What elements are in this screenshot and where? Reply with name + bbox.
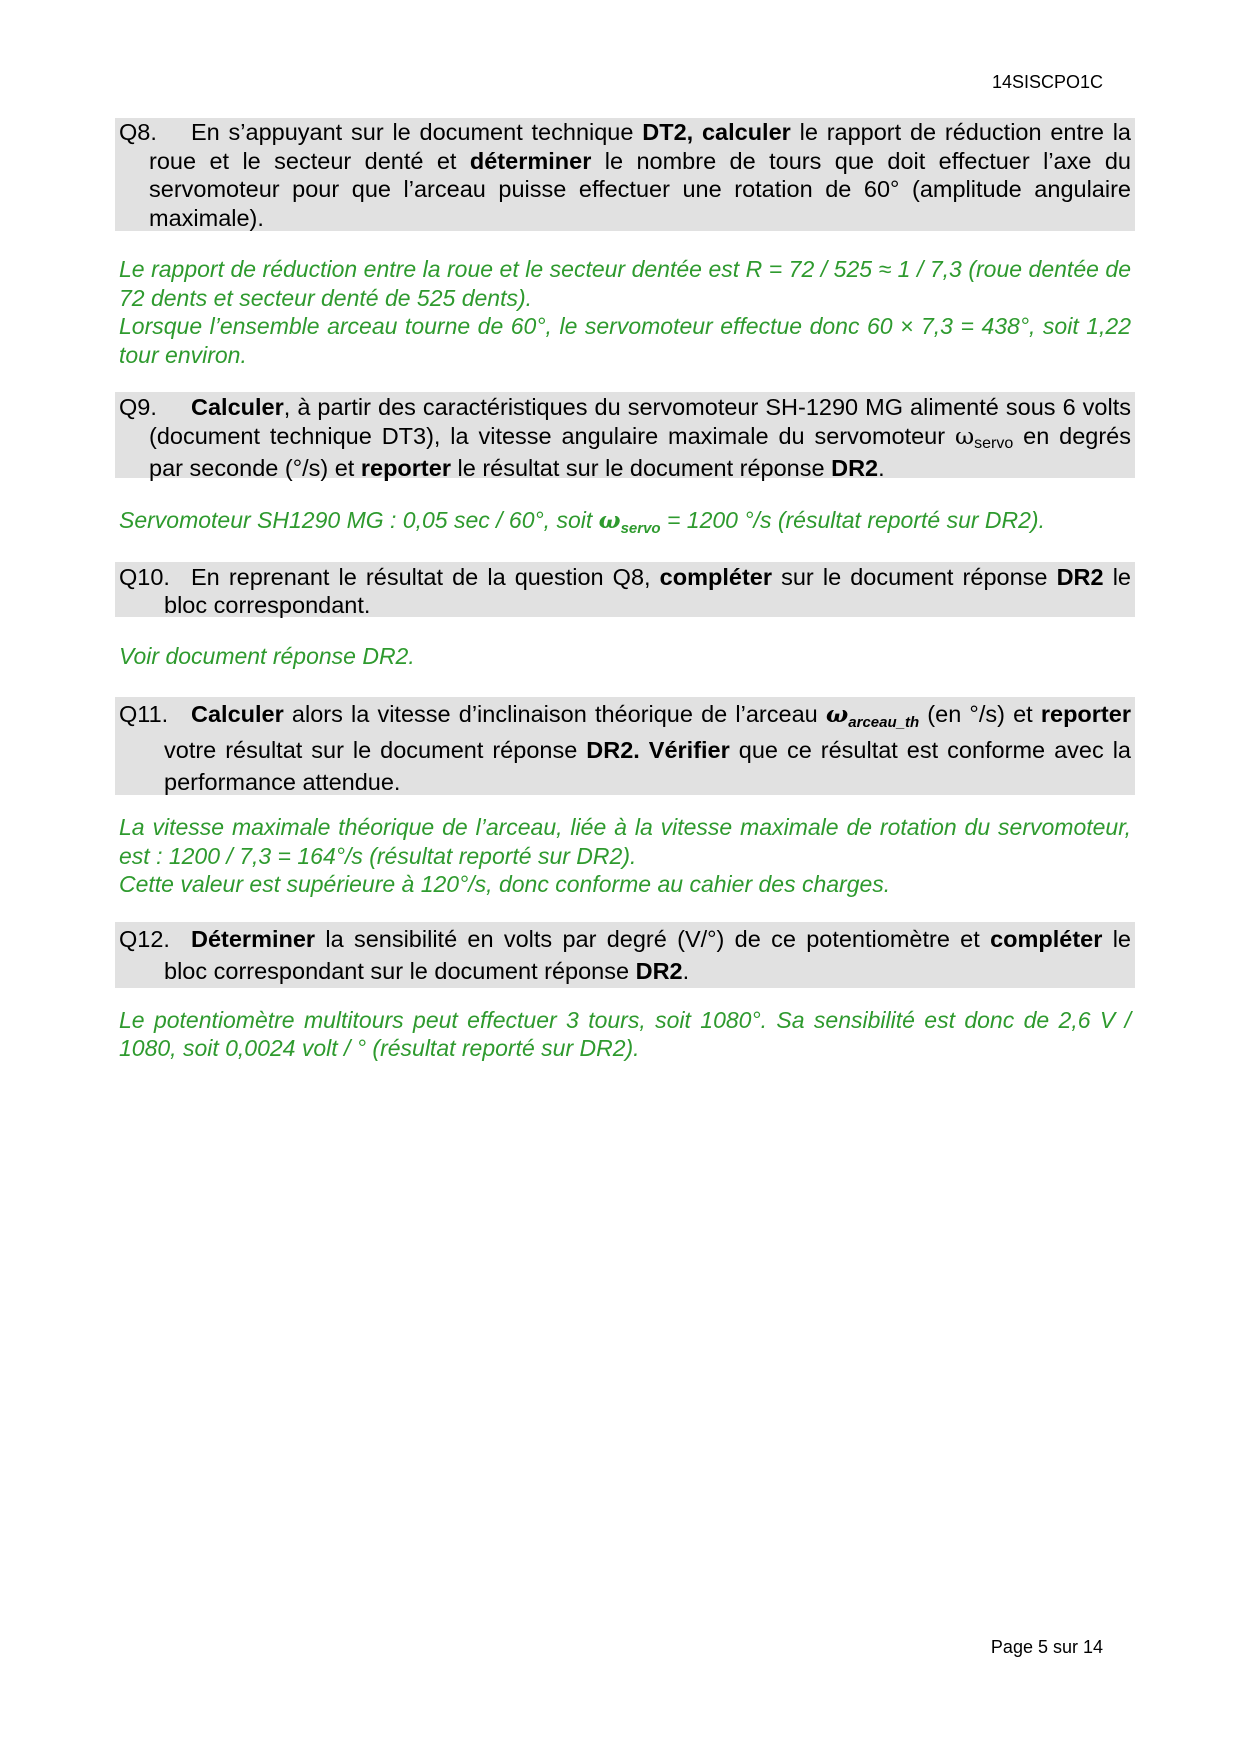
answer-paragraph: Cette valeur est supérieure à 120°/s, donc conforme au cahier des charges. <box>119 871 891 897</box>
question-q9-text: Q9. Calculer, à partir des caractéristiques du servomoteur SH-1290 MG alimenté sous 6 volts (document technique DT3), la vitesse angulaire maximale du servomoteur ωservo en degrés par seconde (°/s) et reporter le résultat sur le document réponse DR2. <box>119 394 1131 481</box>
question-number: Q8. <box>119 119 157 145</box>
question-q11 <box>115 697 1135 795</box>
question-q10-text: Q10. En reprenant le résultat de la question Q8, compléter sur le document réponse DR2 le bloc correspondant. <box>119 563 1131 618</box>
answer-q12 <box>115 1006 1135 1063</box>
question-q10 <box>115 562 1135 617</box>
question-number: Q9. <box>119 394 157 420</box>
answer-paragraph: Voir document réponse DR2. <box>119 642 415 669</box>
question-number: Q10. <box>119 563 170 590</box>
page-number: Page 5 sur 14 <box>990 1637 1103 1657</box>
answer-paragraph: La vitesse maximale théorique de l’arceau, liée à la vitesse maximale de rotation du servomoteur, est : 1200 / 7,3 = 164°/s (résultat reporté sur DR2). <box>119 814 1131 869</box>
question-number: Q12. <box>119 925 170 952</box>
answer-paragraph: Le rapport de réduction entre la roue et le secteur dentée est R = 72 / 525 ≈ 1 / 7,3 (roue dentée de 72 dents et secteur denté de 525 dents). <box>119 256 1131 311</box>
answer-q11 <box>115 813 1135 899</box>
omega-symbol: ω <box>825 700 849 728</box>
answer-q10 <box>115 642 1135 671</box>
document-body <box>115 118 1135 1063</box>
answer-paragraph: Le potentiomètre multitours peut effectuer 3 tours, soit 1080°. Sa sensibilité est donc de 2,6 V / 1080, soit 0,0024 volt / ° (résultat reporté sur DR2). <box>119 1006 1131 1061</box>
question-q12 <box>115 922 1135 988</box>
question-q9 <box>115 392 1135 481</box>
question-q8 <box>115 118 1135 231</box>
document-code: 14SISCPO1C <box>991 72 1103 92</box>
omega-symbol: ω <box>598 507 621 534</box>
question-number: Q11. <box>119 701 169 727</box>
answer-q9 <box>115 506 1135 539</box>
omega-symbol: ω <box>954 421 975 450</box>
question-q8-text: Q8. En s’appuyant sur le document technique DT2, calculer le rapport de réduction entre la roue et le secteur denté et déterminer le nombre de tours que doit effectuer l’axe du servomoteur pour que l’arceau puisse effectuer une rotation de 60° (amplitude angulaire maximale). <box>119 119 1131 231</box>
question-q11-text: Q11. Calculer alors la vitesse d’inclinaison théorique de l’arceau $\omega_{arceau\_th}$ (en °/s) et reporter votre résultat sur le document réponse DR2. Vérifier que ce résultat est conforme avec la performance attendue. <box>119 700 1131 795</box>
answer-q8 <box>115 255 1135 369</box>
answer-paragraph: Servomoteur SH1290 MG : 0,05 sec / 60°, soit $\omega_{servo} = 1200$ °/s (résultat reporté sur DR2). <box>119 507 1045 537</box>
question-q12-text: Q12. Déterminer la sensibilité en volts par degré (V/°) de ce potentiomètre et compléter le bloc correspondant sur le document réponse DR2. <box>119 923 1131 987</box>
answer-paragraph: Lorsque l’ensemble arceau tourne de 60°, le servomoteur effectue donc 60 × 7,3 = 438°, soit 1,22 tour environ. <box>119 313 1131 368</box>
